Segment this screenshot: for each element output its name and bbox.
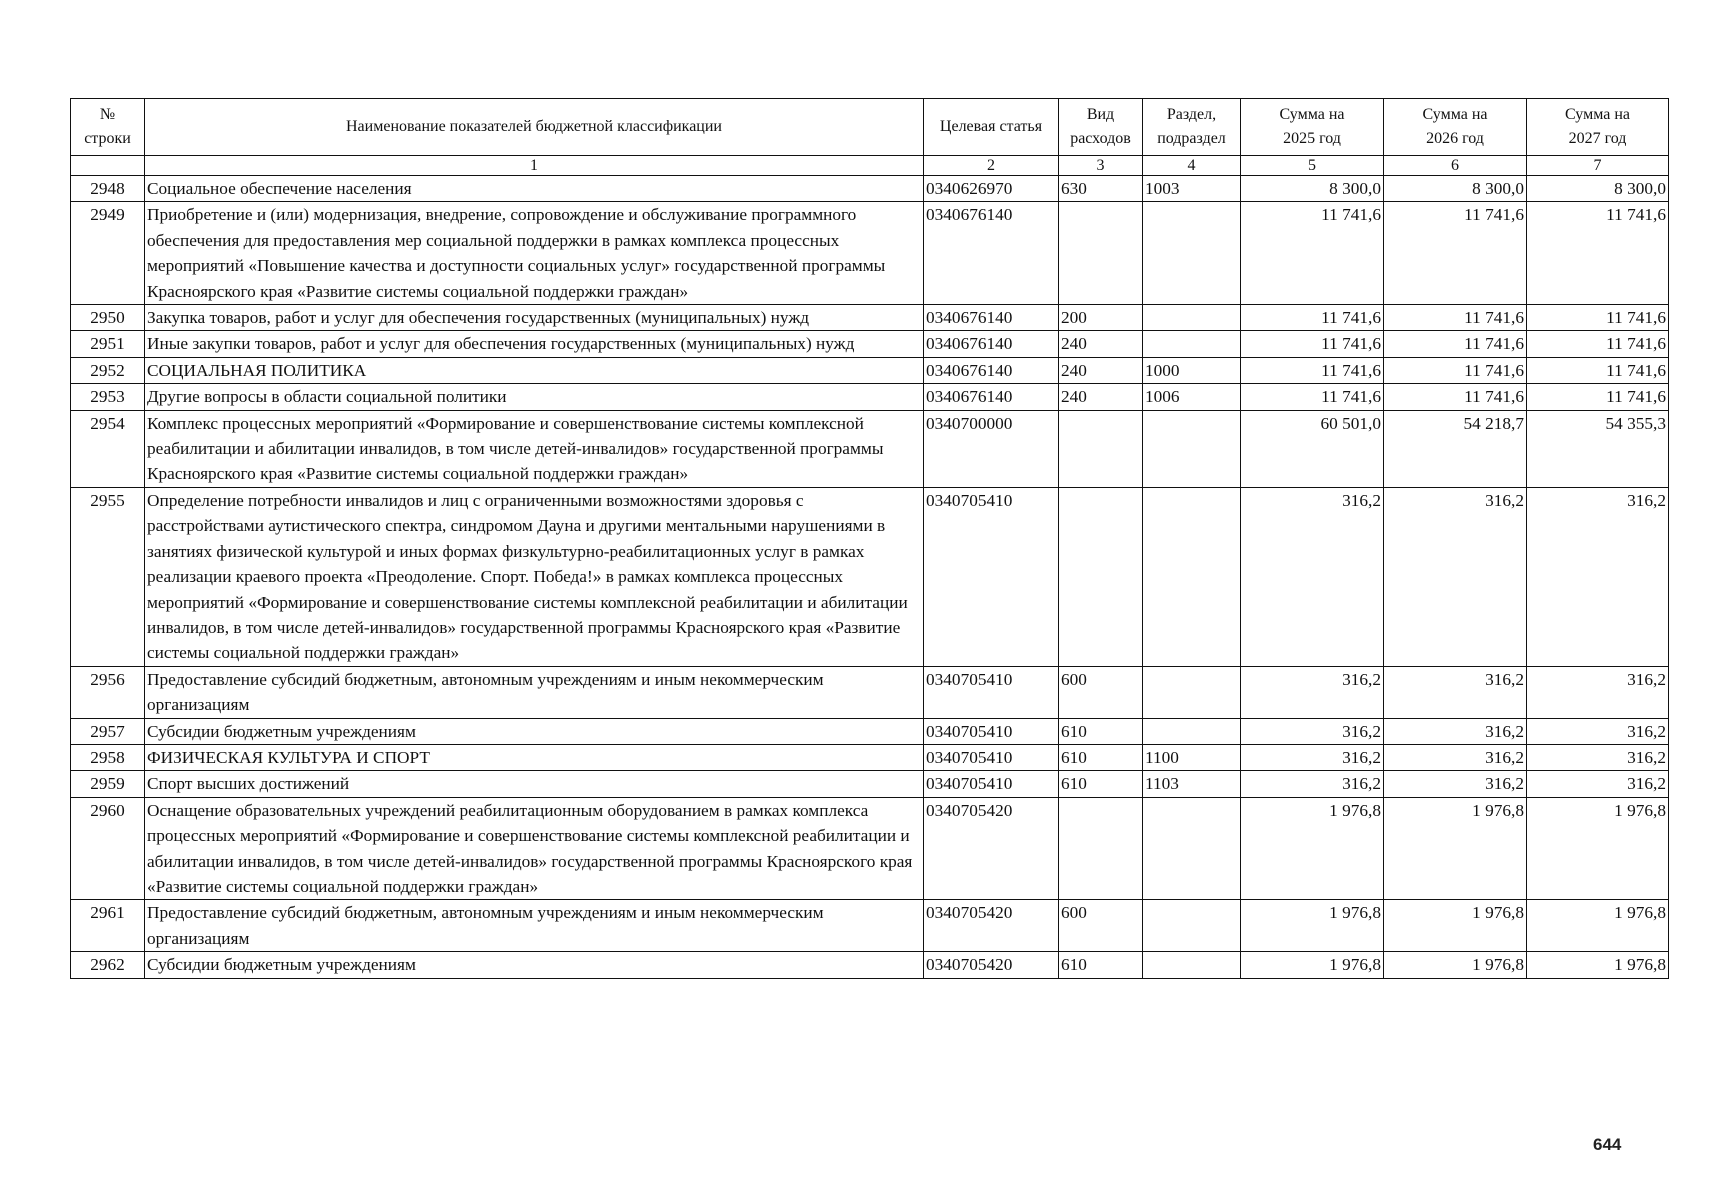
row-sum-2026: 11 741,6 bbox=[1384, 202, 1527, 305]
row-number: 2951 bbox=[71, 331, 145, 357]
row-sum-2027: 11 741,6 bbox=[1527, 384, 1669, 410]
row-expense-type: 630 bbox=[1059, 176, 1143, 202]
row-section: 1103 bbox=[1143, 771, 1241, 797]
header-sum-2027-text: Сумма на 2027 год bbox=[1565, 106, 1630, 147]
row-sum-2025: 1 976,8 bbox=[1241, 952, 1384, 978]
row-name: Субсидии бюджетным учреждениям bbox=[145, 952, 924, 978]
header-vid bbox=[1059, 99, 1143, 156]
table-row bbox=[71, 410, 1669, 487]
row-number: 2950 bbox=[71, 305, 145, 331]
row-expense-type bbox=[1059, 202, 1143, 305]
row-name: ФИЗИЧЕСКАЯ КУЛЬТУРА И СПОРТ bbox=[145, 744, 924, 770]
table-row bbox=[71, 744, 1669, 770]
row-section: 1100 bbox=[1143, 744, 1241, 770]
row-name: Закупка товаров, работ и услуг для обеспечения государственных (муниципальных) нужд bbox=[145, 305, 924, 331]
row-sum-2025: 1 976,8 bbox=[1241, 797, 1384, 900]
row-sum-2027: 1 976,8 bbox=[1527, 900, 1669, 952]
header-vid-text: Вид расходов bbox=[1070, 106, 1131, 147]
row-sum-2027: 1 976,8 bbox=[1527, 797, 1669, 900]
header-name bbox=[145, 99, 924, 156]
row-number: 2956 bbox=[71, 666, 145, 718]
row-name: Комплекс процессных мероприятий «Формирование и совершенствование системы комплексной реабилитации и абилитации инвалидов, в том числе детей-инвалидов» государственной программы Красноярского края «Развитие системы социальной поддержки граждан» bbox=[145, 410, 924, 487]
table-row bbox=[71, 331, 1669, 357]
row-section bbox=[1143, 797, 1241, 900]
row-sum-2025: 8 300,0 bbox=[1241, 176, 1384, 202]
table-row bbox=[71, 771, 1669, 797]
row-sum-2027: 316,2 bbox=[1527, 666, 1669, 718]
row-section bbox=[1143, 202, 1241, 305]
row-section bbox=[1143, 952, 1241, 978]
header-sum-2027 bbox=[1527, 99, 1669, 156]
header-sum-2026-text: Сумма на 2026 год bbox=[1422, 106, 1488, 147]
row-section: 1003 bbox=[1143, 176, 1241, 202]
row-number: 2953 bbox=[71, 384, 145, 410]
row-sum-2025: 316,2 bbox=[1241, 771, 1384, 797]
row-sum-2026: 1 976,8 bbox=[1384, 900, 1527, 952]
row-sum-2026: 1 976,8 bbox=[1384, 797, 1527, 900]
row-sum-2027: 11 741,6 bbox=[1527, 202, 1669, 305]
table-row bbox=[71, 718, 1669, 744]
row-expense-type: 240 bbox=[1059, 357, 1143, 383]
row-sum-2026: 316,2 bbox=[1384, 666, 1527, 718]
row-sum-2025: 60 501,0 bbox=[1241, 410, 1384, 487]
row-sum-2027: 316,2 bbox=[1527, 487, 1669, 666]
row-section bbox=[1143, 410, 1241, 487]
row-target-article: 0340676140 bbox=[924, 357, 1059, 383]
row-expense-type: 610 bbox=[1059, 771, 1143, 797]
row-sum-2026: 11 741,6 bbox=[1384, 384, 1527, 410]
row-number: 2955 bbox=[71, 487, 145, 666]
row-sum-2026: 1 976,8 bbox=[1384, 952, 1527, 978]
table-row bbox=[71, 384, 1669, 410]
row-target-article: 0340676140 bbox=[924, 305, 1059, 331]
row-sum-2025: 11 741,6 bbox=[1241, 305, 1384, 331]
row-expense-type: 240 bbox=[1059, 331, 1143, 357]
row-sum-2025: 316,2 bbox=[1241, 487, 1384, 666]
row-number: 2959 bbox=[71, 771, 145, 797]
row-target-article: 0340676140 bbox=[924, 331, 1059, 357]
row-name: Предоставление субсидий бюджетным, автономным учреждениям и иным некоммерческим организациям bbox=[145, 666, 924, 718]
table-row bbox=[71, 900, 1669, 952]
row-sum-2027: 316,2 bbox=[1527, 744, 1669, 770]
row-sum-2027: 11 741,6 bbox=[1527, 357, 1669, 383]
row-name: Предоставление субсидий бюджетным, автономным учреждениям и иным некоммерческим организациям bbox=[145, 900, 924, 952]
row-sum-2026: 316,2 bbox=[1384, 771, 1527, 797]
row-expense-type: 610 bbox=[1059, 718, 1143, 744]
row-section bbox=[1143, 331, 1241, 357]
row-target-article: 0340700000 bbox=[924, 410, 1059, 487]
row-expense-type: 600 bbox=[1059, 666, 1143, 718]
row-number: 2954 bbox=[71, 410, 145, 487]
header-razdel-text: Раздел, подраздел bbox=[1157, 106, 1226, 147]
row-target-article: 0340705420 bbox=[924, 900, 1059, 952]
row-name: Определение потребности инвалидов и лиц с ограниченными возможностями здоровья с расстройствами аутистического спектра, синдромом Дауна и другими ментальными нарушениями в занятиях физической культурой и иных формах физкультурно-реабилитационных услуг в рамках реализации краевого проекта «Преодоление. Спорт. Победа!» в рамках комплекса процессных мероприятий «Формирование и совершенствование системы комплексной реабилитации и абилитации инвалидов, в том числе детей-инвалидов» государственной программы Красноярского края «Развитие системы социальной поддержки граждан» bbox=[145, 487, 924, 666]
row-name: Социальное обеспечение населения bbox=[145, 176, 924, 202]
column-number: 5 bbox=[1241, 156, 1384, 176]
row-sum-2025: 316,2 bbox=[1241, 744, 1384, 770]
row-sum-2025: 316,2 bbox=[1241, 666, 1384, 718]
row-name: Другие вопросы в области социальной политики bbox=[145, 384, 924, 410]
row-name: Приобретение и (или) модернизация, внедрение, сопровождение и обслуживание программного обеспечения для предоставления мер социальной поддержки в рамках комплекса процессных мероприятий «Повышение качества и доступности социальных услуг» государственной программы Красноярского края «Развитие системы социальной поддержки граждан» bbox=[145, 202, 924, 305]
row-target-article: 0340705410 bbox=[924, 666, 1059, 718]
row-name: Иные закупки товаров, работ и услуг для обеспечения государственных (муниципальных) нужд bbox=[145, 331, 924, 357]
header-row-no-text: № строки bbox=[84, 106, 131, 147]
row-expense-type: 610 bbox=[1059, 952, 1143, 978]
column-number-row bbox=[71, 156, 1669, 176]
row-sum-2026: 54 218,7 bbox=[1384, 410, 1527, 487]
row-number: 2957 bbox=[71, 718, 145, 744]
row-sum-2026: 316,2 bbox=[1384, 487, 1527, 666]
table-row bbox=[71, 797, 1669, 900]
row-sum-2025: 11 741,6 bbox=[1241, 202, 1384, 305]
row-sum-2026: 11 741,6 bbox=[1384, 357, 1527, 383]
row-name: СОЦИАЛЬНАЯ ПОЛИТИКА bbox=[145, 357, 924, 383]
row-target-article: 0340626970 bbox=[924, 176, 1059, 202]
row-section: 1000 bbox=[1143, 357, 1241, 383]
row-target-article: 0340705410 bbox=[924, 718, 1059, 744]
row-sum-2027: 1 976,8 bbox=[1527, 952, 1669, 978]
row-expense-type: 600 bbox=[1059, 900, 1143, 952]
row-sum-2025: 316,2 bbox=[1241, 718, 1384, 744]
row-expense-type bbox=[1059, 487, 1143, 666]
row-name: Субсидии бюджетным учреждениям bbox=[145, 718, 924, 744]
row-number: 2952 bbox=[71, 357, 145, 383]
row-target-article: 0340676140 bbox=[924, 384, 1059, 410]
row-number: 2960 bbox=[71, 797, 145, 900]
row-expense-type bbox=[1059, 797, 1143, 900]
row-sum-2026: 11 741,6 bbox=[1384, 331, 1527, 357]
row-sum-2026: 8 300,0 bbox=[1384, 176, 1527, 202]
table-body bbox=[71, 156, 1669, 979]
row-number: 2949 bbox=[71, 202, 145, 305]
row-sum-2027: 54 355,3 bbox=[1527, 410, 1669, 487]
row-target-article: 0340705420 bbox=[924, 797, 1059, 900]
row-sum-2026: 316,2 bbox=[1384, 744, 1527, 770]
row-name: Спорт высших достижений bbox=[145, 771, 924, 797]
column-number bbox=[71, 156, 145, 176]
header-row bbox=[71, 99, 1669, 156]
row-expense-type: 610 bbox=[1059, 744, 1143, 770]
table-row bbox=[71, 305, 1669, 331]
column-number: 7 bbox=[1527, 156, 1669, 176]
row-sum-2025: 11 741,6 bbox=[1241, 384, 1384, 410]
row-target-article: 0340705410 bbox=[924, 487, 1059, 666]
table-row bbox=[71, 487, 1669, 666]
row-section bbox=[1143, 305, 1241, 331]
row-expense-type bbox=[1059, 410, 1143, 487]
header-target bbox=[924, 99, 1059, 156]
column-number: 6 bbox=[1384, 156, 1527, 176]
row-number: 2961 bbox=[71, 900, 145, 952]
table-row bbox=[71, 357, 1669, 383]
header-sum-2025 bbox=[1241, 99, 1384, 156]
header-target-text: Целевая статья bbox=[939, 118, 1043, 135]
row-section bbox=[1143, 666, 1241, 718]
row-section bbox=[1143, 900, 1241, 952]
row-number: 2958 bbox=[71, 744, 145, 770]
row-number: 2948 bbox=[71, 176, 145, 202]
row-target-article: 0340705410 bbox=[924, 744, 1059, 770]
row-number: 2962 bbox=[71, 952, 145, 978]
row-sum-2025: 11 741,6 bbox=[1241, 357, 1384, 383]
row-target-article: 0340705420 bbox=[924, 952, 1059, 978]
table-row bbox=[71, 666, 1669, 718]
row-sum-2027: 11 741,6 bbox=[1527, 331, 1669, 357]
row-section bbox=[1143, 718, 1241, 744]
row-sum-2027: 8 300,0 bbox=[1527, 176, 1669, 202]
row-expense-type: 200 bbox=[1059, 305, 1143, 331]
column-number: 2 bbox=[924, 156, 1059, 176]
row-section bbox=[1143, 487, 1241, 666]
table-row bbox=[71, 202, 1669, 305]
table-row bbox=[71, 952, 1669, 978]
table-row bbox=[71, 176, 1669, 202]
row-sum-2027: 11 741,6 bbox=[1527, 305, 1669, 331]
row-sum-2026: 316,2 bbox=[1384, 718, 1527, 744]
row-sum-2025: 11 741,6 bbox=[1241, 331, 1384, 357]
page-number: 644 bbox=[1593, 1135, 1622, 1154]
header-razdel bbox=[1143, 99, 1241, 156]
row-target-article: 0340705410 bbox=[924, 771, 1059, 797]
table-header bbox=[71, 99, 1669, 156]
row-expense-type: 240 bbox=[1059, 384, 1143, 410]
row-section: 1006 bbox=[1143, 384, 1241, 410]
header-sum-2026 bbox=[1384, 99, 1527, 156]
header-sum-2025-text: Сумма на 2025 год bbox=[1279, 106, 1345, 147]
column-number: 3 bbox=[1059, 156, 1143, 176]
row-target-article: 0340676140 bbox=[924, 202, 1059, 305]
header-name-text: Наименование показателей бюджетной классификации bbox=[346, 118, 722, 135]
row-name: Оснащение образовательных учреждений реабилитационным оборудованием в рамках комплекса процессных мероприятий «Формирование и совершенствование системы комплексной реабилитации и абилитации инвалидов, в том числе детей-инвалидов» государственной программы Красноярского края «Развитие системы социальной поддержки граждан» bbox=[145, 797, 924, 900]
row-sum-2027: 316,2 bbox=[1527, 771, 1669, 797]
row-sum-2026: 11 741,6 bbox=[1384, 305, 1527, 331]
column-number: 1 bbox=[145, 156, 924, 176]
column-number: 4 bbox=[1143, 156, 1241, 176]
row-sum-2025: 1 976,8 bbox=[1241, 900, 1384, 952]
row-sum-2027: 316,2 bbox=[1527, 718, 1669, 744]
header-row-no bbox=[71, 99, 145, 156]
budget-table bbox=[70, 98, 1669, 979]
